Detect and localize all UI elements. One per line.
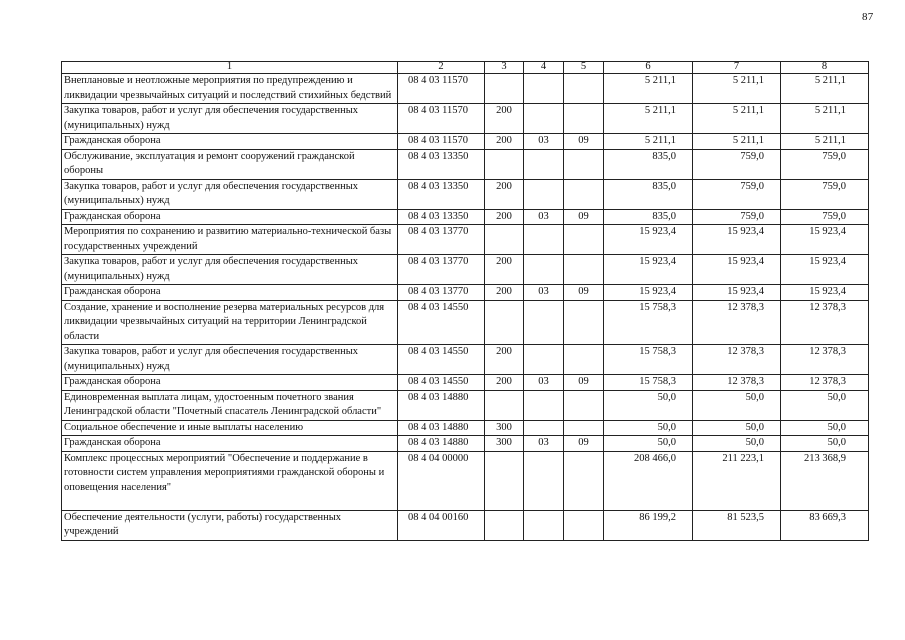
amount-col6-cell: 15 923,4 <box>604 285 693 301</box>
subsection-cell <box>564 104 604 134</box>
section-cell: 03 <box>524 285 564 301</box>
target-code-cell: 08 4 03 11570 <box>398 104 485 134</box>
subsection-cell <box>564 149 604 179</box>
expense-type-cell <box>485 451 524 510</box>
subsection-cell <box>564 179 604 209</box>
amount-col8-cell: 5 211,1 <box>781 74 869 104</box>
header-cell: 2 <box>398 62 485 74</box>
section-cell: 03 <box>524 209 564 225</box>
section-cell <box>524 510 564 540</box>
expense-type-cell: 200 <box>485 345 524 375</box>
target-code-cell: 08 4 03 11570 <box>398 74 485 104</box>
table-row <box>62 179 869 209</box>
target-code-cell: 08 4 03 14550 <box>398 345 485 375</box>
target-code-cell: 08 4 03 14880 <box>398 420 485 436</box>
amount-col6-cell: 5 211,1 <box>604 104 693 134</box>
section-cell: 03 <box>524 436 564 452</box>
item-name-cell: Закупка товаров, работ и услуг для обеспечения государственных (муниципальных) нужд <box>62 345 398 375</box>
section-cell <box>524 149 564 179</box>
section-cell <box>524 179 564 209</box>
table-row <box>62 149 869 179</box>
table-row <box>62 451 869 510</box>
header-cell: 5 <box>564 62 604 74</box>
subsection-cell: 09 <box>564 436 604 452</box>
amount-col8-cell: 15 923,4 <box>781 225 869 255</box>
amount-col6-cell: 50,0 <box>604 390 693 420</box>
subsection-cell <box>564 74 604 104</box>
amount-col8-cell: 15 923,4 <box>781 285 869 301</box>
item-name-cell: Комплекс процессных мероприятий "Обеспечение и поддержание в готовности систем управления мероприятиями гражданской обороны и оповещения населения" <box>62 451 398 510</box>
expense-type-cell <box>485 510 524 540</box>
amount-col6-cell: 50,0 <box>604 420 693 436</box>
amount-col8-cell: 50,0 <box>781 390 869 420</box>
expense-type-cell <box>485 300 524 345</box>
amount-col7-cell: 15 923,4 <box>693 255 781 285</box>
amount-col8-cell: 759,0 <box>781 209 869 225</box>
amount-col8-cell: 12 378,3 <box>781 345 869 375</box>
table-row <box>62 225 869 255</box>
table-header-row <box>62 62 869 74</box>
subsection-cell <box>564 390 604 420</box>
page-number: 87 <box>862 11 874 23</box>
target-code-cell: 08 4 03 11570 <box>398 134 485 150</box>
subsection-cell: 09 <box>564 134 604 150</box>
amount-col7-cell: 5 211,1 <box>693 104 781 134</box>
subsection-cell <box>564 255 604 285</box>
amount-col8-cell: 213 368,9 <box>781 451 869 510</box>
header-cell: 8 <box>781 62 869 74</box>
header-cell: 3 <box>485 62 524 74</box>
subsection-cell <box>564 300 604 345</box>
target-code-cell: 08 4 03 14550 <box>398 300 485 345</box>
item-name-cell: Гражданская оборона <box>62 209 398 225</box>
section-cell: 03 <box>524 134 564 150</box>
item-name-cell: Мероприятия по сохранению и развитию материально-технической базы государственных учреждений <box>62 225 398 255</box>
target-code-cell: 08 4 03 14550 <box>398 375 485 391</box>
expense-type-cell: 200 <box>485 285 524 301</box>
subsection-cell <box>564 451 604 510</box>
target-code-cell: 08 4 03 13350 <box>398 179 485 209</box>
amount-col8-cell: 12 378,3 <box>781 300 869 345</box>
item-name-cell: Внеплановые и неотложные мероприятия по предупреждению и ликвидации чрезвычайных ситуаций и последствий стихийных бедствий <box>62 74 398 104</box>
amount-col6-cell: 15 758,3 <box>604 345 693 375</box>
subsection-cell <box>564 225 604 255</box>
table-row <box>62 375 869 391</box>
amount-col8-cell: 759,0 <box>781 149 869 179</box>
amount-col7-cell: 81 523,5 <box>693 510 781 540</box>
subsection-cell: 09 <box>564 285 604 301</box>
amount-col6-cell: 15 923,4 <box>604 255 693 285</box>
header-cell: 1 <box>62 62 398 74</box>
table-row <box>62 420 869 436</box>
amount-col7-cell: 5 211,1 <box>693 74 781 104</box>
section-cell <box>524 451 564 510</box>
amount-col7-cell: 12 378,3 <box>693 375 781 391</box>
section-cell <box>524 104 564 134</box>
subsection-cell: 09 <box>564 209 604 225</box>
header-cell: 4 <box>524 62 564 74</box>
subsection-cell <box>564 420 604 436</box>
item-name-cell: Социальное обеспечение и иные выплаты населению <box>62 420 398 436</box>
item-name-cell: Гражданская оборона <box>62 134 398 150</box>
expense-type-cell: 300 <box>485 420 524 436</box>
amount-col8-cell: 759,0 <box>781 179 869 209</box>
table-row <box>62 436 869 452</box>
expense-type-cell: 300 <box>485 436 524 452</box>
table-row <box>62 74 869 104</box>
amount-col6-cell: 5 211,1 <box>604 134 693 150</box>
section-cell <box>524 345 564 375</box>
target-code-cell: 08 4 03 14880 <box>398 436 485 452</box>
section-cell <box>524 74 564 104</box>
subsection-cell <box>564 510 604 540</box>
item-name-cell: Гражданская оборона <box>62 375 398 391</box>
section-cell <box>524 225 564 255</box>
target-code-cell: 08 4 03 13770 <box>398 225 485 255</box>
target-code-cell: 08 4 03 13350 <box>398 149 485 179</box>
item-name-cell: Обслуживание, эксплуатация и ремонт сооружений гражданской обороны <box>62 149 398 179</box>
section-cell: 03 <box>524 375 564 391</box>
table-row <box>62 390 869 420</box>
table-row <box>62 300 869 345</box>
expense-type-cell: 200 <box>485 375 524 391</box>
amount-col7-cell: 759,0 <box>693 209 781 225</box>
amount-col6-cell: 15 923,4 <box>604 225 693 255</box>
amount-col6-cell: 15 758,3 <box>604 300 693 345</box>
table-row <box>62 255 869 285</box>
amount-col6-cell: 835,0 <box>604 209 693 225</box>
amount-col7-cell: 50,0 <box>693 420 781 436</box>
amount-col7-cell: 211 223,1 <box>693 451 781 510</box>
amount-col7-cell: 15 923,4 <box>693 225 781 255</box>
header-cell: 7 <box>693 62 781 74</box>
section-cell <box>524 390 564 420</box>
item-name-cell: Закупка товаров, работ и услуг для обеспечения государственных (муниципальных) нужд <box>62 104 398 134</box>
amount-col7-cell: 12 378,3 <box>693 345 781 375</box>
target-code-cell: 08 4 03 13350 <box>398 209 485 225</box>
subsection-cell: 09 <box>564 375 604 391</box>
subsection-cell <box>564 345 604 375</box>
expense-type-cell: 200 <box>485 104 524 134</box>
amount-col8-cell: 5 211,1 <box>781 104 869 134</box>
amount-col6-cell: 50,0 <box>604 436 693 452</box>
amount-col7-cell: 50,0 <box>693 390 781 420</box>
target-code-cell: 08 4 03 13770 <box>398 255 485 285</box>
expense-type-cell <box>485 74 524 104</box>
item-name-cell: Гражданская оборона <box>62 285 398 301</box>
budget-table <box>61 61 869 541</box>
amount-col7-cell: 50,0 <box>693 436 781 452</box>
section-cell <box>524 255 564 285</box>
amount-col7-cell: 15 923,4 <box>693 285 781 301</box>
table-row <box>62 134 869 150</box>
amount-col8-cell: 83 669,3 <box>781 510 869 540</box>
section-cell <box>524 420 564 436</box>
expense-type-cell <box>485 390 524 420</box>
amount-col7-cell: 759,0 <box>693 179 781 209</box>
item-name-cell: Единовременная выплата лицам, удостоенным почетного звания Ленинградской области "Почетный спасатель Ленинградской области" <box>62 390 398 420</box>
item-name-cell: Закупка товаров, работ и услуг для обеспечения государственных (муниципальных) нужд <box>62 255 398 285</box>
table-row <box>62 209 869 225</box>
amount-col8-cell: 5 211,1 <box>781 134 869 150</box>
amount-col6-cell: 835,0 <box>604 179 693 209</box>
amount-col6-cell: 208 466,0 <box>604 451 693 510</box>
expense-type-cell <box>485 149 524 179</box>
table-row <box>62 104 869 134</box>
item-name-cell: Гражданская оборона <box>62 436 398 452</box>
amount-col8-cell: 15 923,4 <box>781 255 869 285</box>
amount-col8-cell: 50,0 <box>781 436 869 452</box>
amount-col7-cell: 759,0 <box>693 149 781 179</box>
item-name-cell: Создание, хранение и восполнение резерва материальных ресурсов для ликвидации чрезвычайных ситуаций на территории Ленинградской области <box>62 300 398 345</box>
amount-col8-cell: 50,0 <box>781 420 869 436</box>
expense-type-cell: 200 <box>485 179 524 209</box>
target-code-cell: 08 4 03 13770 <box>398 285 485 301</box>
table-row <box>62 285 869 301</box>
amount-col7-cell: 12 378,3 <box>693 300 781 345</box>
expense-type-cell <box>485 225 524 255</box>
expense-type-cell: 200 <box>485 255 524 285</box>
table-row <box>62 345 869 375</box>
target-code-cell: 08 4 03 14880 <box>398 390 485 420</box>
amount-col6-cell: 15 758,3 <box>604 375 693 391</box>
header-cell: 6 <box>604 62 693 74</box>
amount-col8-cell: 12 378,3 <box>781 375 869 391</box>
item-name-cell: Закупка товаров, работ и услуг для обеспечения государственных (муниципальных) нужд <box>62 179 398 209</box>
table-row <box>62 510 869 540</box>
amount-col6-cell: 835,0 <box>604 149 693 179</box>
expense-type-cell: 200 <box>485 209 524 225</box>
amount-col6-cell: 5 211,1 <box>604 74 693 104</box>
target-code-cell: 08 4 04 00160 <box>398 510 485 540</box>
target-code-cell: 08 4 04 00000 <box>398 451 485 510</box>
section-cell <box>524 300 564 345</box>
amount-col6-cell: 86 199,2 <box>604 510 693 540</box>
expense-type-cell: 200 <box>485 134 524 150</box>
amount-col7-cell: 5 211,1 <box>693 134 781 150</box>
item-name-cell: Обеспечение деятельности (услуги, работы) государственных учреждений <box>62 510 398 540</box>
